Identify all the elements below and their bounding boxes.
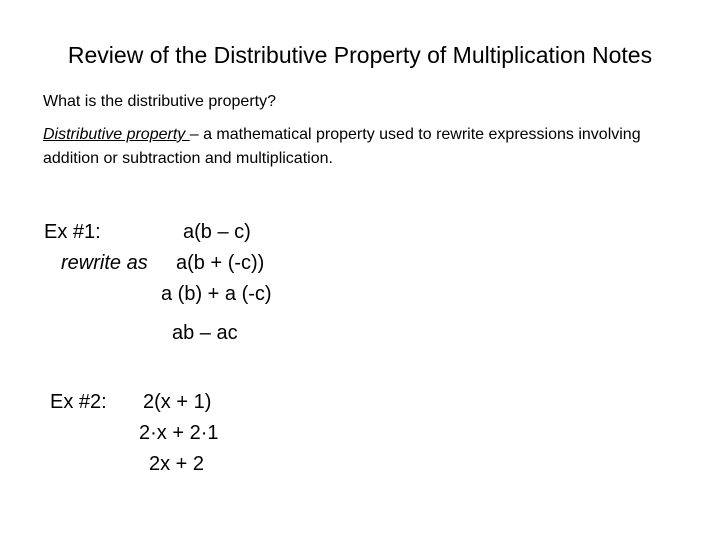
example1-step2: a (b) + a (-c) [161, 283, 272, 305]
example2-label: Ex #2: [50, 391, 107, 413]
example1-expression: a(b – c) [183, 221, 251, 243]
definition-term: Distributive property [43, 126, 190, 143]
example1-result: ab – ac [172, 322, 238, 344]
example1-label: Ex #1: [44, 221, 101, 243]
example2-expression: 2(x + 1) [143, 391, 212, 413]
slide-title: Review of the Distributive Property of Multiplication Notes [67, 42, 653, 68]
question-text: What is the distributive property? [43, 93, 276, 110]
definition-paragraph [43, 123, 683, 171]
example2-result: 2x + 2 [149, 453, 205, 475]
example1-rewrite-expression: a(b + (-c)) [176, 252, 265, 274]
definition-text: – a mathematical property used to rewrite expressions involving addition or subtraction and multiplication. [43, 126, 641, 167]
example1-rewrite-label: rewrite as [61, 252, 148, 274]
example2-step1: 2·x + 2·1 [139, 422, 219, 444]
